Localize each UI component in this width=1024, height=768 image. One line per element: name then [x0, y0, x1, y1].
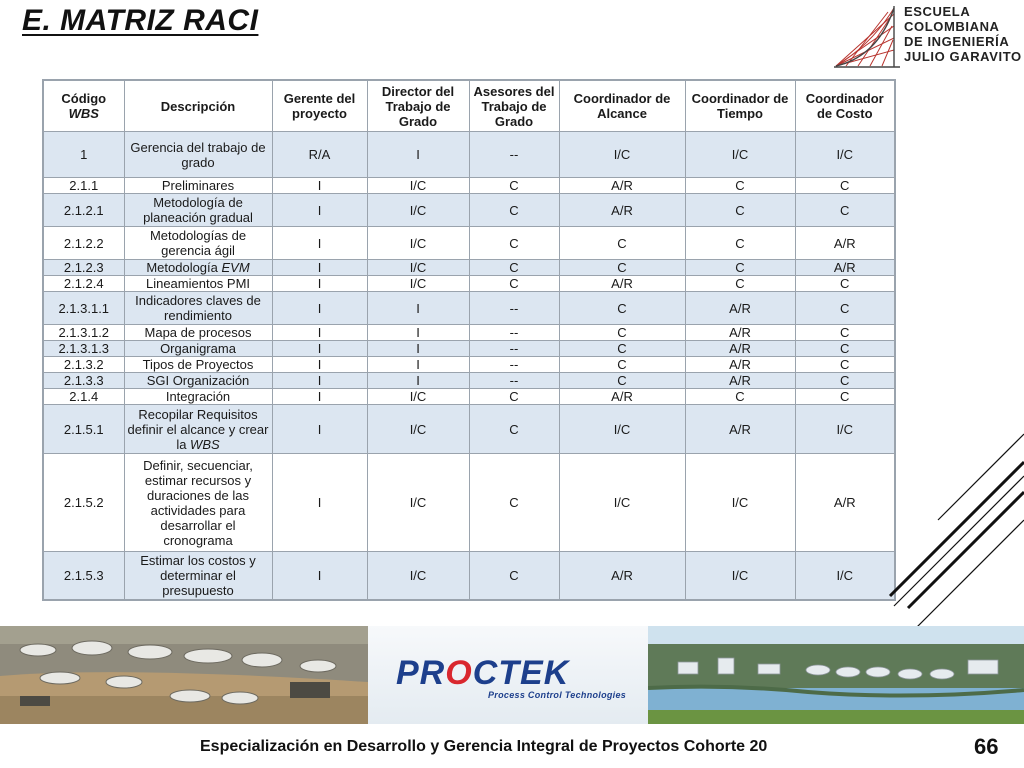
- header-coord-tiempo: Coordinador de Tiempo: [685, 80, 795, 132]
- table-row: [43, 552, 895, 600]
- cell-asesores: --: [469, 357, 559, 373]
- cell-director: I/C: [367, 227, 469, 260]
- cell-asesores: C: [469, 178, 559, 194]
- cell-coord-alcance: I/C: [559, 454, 685, 552]
- table-row: [43, 325, 895, 341]
- cell-codigo-wbs: 2.1.4: [43, 389, 124, 405]
- cell-coord-costo: A/R: [795, 454, 895, 552]
- cell-coord-tiempo: A/R: [685, 341, 795, 357]
- cell-gerente: I: [272, 178, 367, 194]
- cell-coord-tiempo: A/R: [685, 325, 795, 341]
- cell-coord-alcance: A/R: [559, 194, 685, 227]
- cell-director: I/C: [367, 552, 469, 600]
- cell-gerente: I: [272, 276, 367, 292]
- table-row: [43, 260, 895, 276]
- cell-asesores: C: [469, 405, 559, 454]
- header-codigo-wbs: Código WBS: [43, 80, 124, 132]
- table-row: [43, 178, 895, 194]
- cell-coord-tiempo: I/C: [685, 132, 795, 178]
- header-gerente: Gerente del proyecto: [272, 80, 367, 132]
- cell-coord-costo: A/R: [795, 260, 895, 276]
- cell-codigo-wbs: 2.1.5.2: [43, 454, 124, 552]
- header-asesores: Asesores del Trabajo de Grado: [469, 80, 559, 132]
- header-director: Director del Trabajo de Grado: [367, 80, 469, 132]
- cell-descripcion: SGI Organización: [124, 373, 272, 389]
- cell-descripcion: Recopilar Requisitos definir el alcance y crear la WBS: [124, 405, 272, 454]
- cell-descripcion: Mapa de procesos: [124, 325, 272, 341]
- cell-asesores: C: [469, 227, 559, 260]
- cell-coord-tiempo: A/R: [685, 405, 795, 454]
- cell-coord-alcance: C: [559, 325, 685, 341]
- cell-coord-costo: C: [795, 325, 895, 341]
- cell-gerente: I: [272, 552, 367, 600]
- slide-title: E. MATRIZ RACI: [22, 4, 259, 37]
- cell-asesores: C: [469, 552, 559, 600]
- cell-gerente: I: [272, 260, 367, 276]
- cell-coord-tiempo: A/R: [685, 292, 795, 325]
- cell-asesores: C: [469, 389, 559, 405]
- cell-descripcion: Indicadores claves de rendimiento: [124, 292, 272, 325]
- cell-coord-tiempo: C: [685, 389, 795, 405]
- cell-coord-tiempo: I/C: [685, 552, 795, 600]
- cell-director: I/C: [367, 178, 469, 194]
- cell-descripcion: Metodología EVM: [124, 260, 272, 276]
- table-row: [43, 194, 895, 227]
- university-crest-icon: [832, 4, 902, 68]
- cell-coord-tiempo: A/R: [685, 373, 795, 389]
- cell-asesores: C: [469, 276, 559, 292]
- cell-coord-alcance: A/R: [559, 552, 685, 600]
- cell-coord-costo: C: [795, 389, 895, 405]
- cell-coord-costo: C: [795, 357, 895, 373]
- cell-descripcion: Lineamientos PMI: [124, 276, 272, 292]
- cell-coord-alcance: C: [559, 341, 685, 357]
- cell-director: I: [367, 373, 469, 389]
- header-coord-costo: Coordinador de Costo: [795, 80, 895, 132]
- table-row: [43, 132, 895, 178]
- cell-coord-costo: C: [795, 292, 895, 325]
- cell-descripcion: Estimar los costos y determinar el presupuesto: [124, 552, 272, 600]
- logo-line: ESCUELA: [904, 4, 971, 19]
- page-number: 66: [974, 734, 999, 759]
- cell-gerente: I: [272, 292, 367, 325]
- cell-gerente: I: [272, 454, 367, 552]
- logo-line: JULIO GARAVITO: [904, 49, 1022, 64]
- cell-descripcion: Organigrama: [124, 341, 272, 357]
- cell-asesores: C: [469, 454, 559, 552]
- cell-codigo-wbs: 2.1.1: [43, 178, 124, 194]
- cell-gerente: I: [272, 325, 367, 341]
- cell-codigo-wbs: 2.1.3.1.3: [43, 341, 124, 357]
- cell-gerente: I: [272, 227, 367, 260]
- banner-strip: [0, 626, 1024, 724]
- cell-coord-alcance: I/C: [559, 132, 685, 178]
- cell-codigo-wbs: 1: [43, 132, 124, 178]
- logo-line: DE INGENIERÍA: [904, 34, 1010, 49]
- logo-line: COLOMBIANA: [904, 19, 1000, 34]
- cell-coord-tiempo: C: [685, 276, 795, 292]
- cell-asesores: C: [469, 260, 559, 276]
- cell-coord-costo: C: [795, 341, 895, 357]
- refinery-river-photo: [648, 626, 1024, 724]
- cell-coord-alcance: C: [559, 260, 685, 276]
- cell-director: I/C: [367, 194, 469, 227]
- cell-codigo-wbs: 2.1.2.4: [43, 276, 124, 292]
- cell-codigo-wbs: 2.1.2.1: [43, 194, 124, 227]
- cell-director: I: [367, 292, 469, 325]
- refinery-tanks-photo: [0, 626, 368, 724]
- header-coord-alcance: Coordinador de Alcance: [559, 80, 685, 132]
- cell-descripcion: Metodologías de gerencia ágil: [124, 227, 272, 260]
- cell-codigo-wbs: 2.1.5.3: [43, 552, 124, 600]
- cell-coord-tiempo: C: [685, 260, 795, 276]
- cell-descripcion: Tipos de Proyectos: [124, 357, 272, 373]
- cell-asesores: --: [469, 341, 559, 357]
- cell-coord-costo: C: [795, 373, 895, 389]
- cell-coord-alcance: I/C: [559, 405, 685, 454]
- cell-coord-alcance: C: [559, 373, 685, 389]
- cell-coord-alcance: A/R: [559, 178, 685, 194]
- proctek-brand-panel: [368, 626, 648, 724]
- cell-asesores: C: [469, 194, 559, 227]
- table-row: [43, 227, 895, 260]
- cell-gerente: I: [272, 357, 367, 373]
- cell-asesores: --: [469, 325, 559, 341]
- cell-coord-tiempo: I/C: [685, 454, 795, 552]
- raci-matrix-table: [42, 79, 896, 601]
- proctek-wordmark: PROCTEK: [396, 654, 570, 692]
- cell-descripcion: Metodología de planeación gradual: [124, 194, 272, 227]
- cell-gerente: I: [272, 341, 367, 357]
- proctek-tagline: Process Control Technologies: [488, 690, 627, 700]
- cell-coord-alcance: C: [559, 357, 685, 373]
- table-row: [43, 389, 895, 405]
- table-row: [43, 341, 895, 357]
- cell-codigo-wbs: 2.1.3.3: [43, 373, 124, 389]
- table-row: [43, 454, 895, 552]
- cell-gerente: R/A: [272, 132, 367, 178]
- cell-gerente: I: [272, 373, 367, 389]
- cell-coord-alcance: A/R: [559, 276, 685, 292]
- cell-descripcion: Gerencia del trabajo de grado: [124, 132, 272, 178]
- cell-asesores: --: [469, 373, 559, 389]
- table-row: [43, 276, 895, 292]
- cell-asesores: --: [469, 292, 559, 325]
- cell-director: I/C: [367, 405, 469, 454]
- decorative-lines: [840, 420, 1024, 640]
- cell-coord-costo: I/C: [795, 405, 895, 454]
- cell-coord-costo: A/R: [795, 227, 895, 260]
- cell-director: I: [367, 341, 469, 357]
- cell-director: I: [367, 325, 469, 341]
- table-header-row: [43, 80, 895, 132]
- cell-coord-tiempo: C: [685, 178, 795, 194]
- cell-director: I/C: [367, 454, 469, 552]
- cell-coord-alcance: A/R: [559, 389, 685, 405]
- cell-coord-costo: I/C: [795, 132, 895, 178]
- cell-coord-costo: C: [795, 276, 895, 292]
- table-row: [43, 373, 895, 389]
- cell-asesores: --: [469, 132, 559, 178]
- cell-codigo-wbs: 2.1.2.2: [43, 227, 124, 260]
- cell-gerente: I: [272, 194, 367, 227]
- cell-descripcion: Integración: [124, 389, 272, 405]
- cell-director: I/C: [367, 276, 469, 292]
- cell-descripcion: Definir, secuenciar, estimar recursos y duraciones de las actividades para desarrollar el cronograma: [124, 454, 272, 552]
- cell-coord-tiempo: C: [685, 194, 795, 227]
- cell-director: I/C: [367, 260, 469, 276]
- cell-coord-tiempo: C: [685, 227, 795, 260]
- cell-codigo-wbs: 2.1.3.1.1: [43, 292, 124, 325]
- header-descripcion: Descripción: [124, 80, 272, 132]
- footer-text: Especialización en Desarrollo y Gerencia Integral de Proyectos Cohorte 20: [200, 738, 768, 755]
- university-logo: [832, 4, 1020, 70]
- cell-descripcion: Preliminares: [124, 178, 272, 194]
- cell-coord-alcance: C: [559, 227, 685, 260]
- table-row: [43, 405, 895, 454]
- cell-coord-costo: C: [795, 194, 895, 227]
- cell-codigo-wbs: 2.1.3.1.2: [43, 325, 124, 341]
- cell-gerente: I: [272, 405, 367, 454]
- table-row: [43, 292, 895, 325]
- table-row: [43, 357, 895, 373]
- cell-gerente: I: [272, 389, 367, 405]
- cell-director: I: [367, 357, 469, 373]
- cell-director: I: [367, 132, 469, 178]
- cell-coord-tiempo: A/R: [685, 357, 795, 373]
- cell-codigo-wbs: 2.1.2.3: [43, 260, 124, 276]
- cell-coord-alcance: C: [559, 292, 685, 325]
- cell-coord-costo: I/C: [795, 552, 895, 600]
- cell-coord-costo: C: [795, 178, 895, 194]
- cell-codigo-wbs: 2.1.5.1: [43, 405, 124, 454]
- cell-codigo-wbs: 2.1.3.2: [43, 357, 124, 373]
- cell-director: I/C: [367, 389, 469, 405]
